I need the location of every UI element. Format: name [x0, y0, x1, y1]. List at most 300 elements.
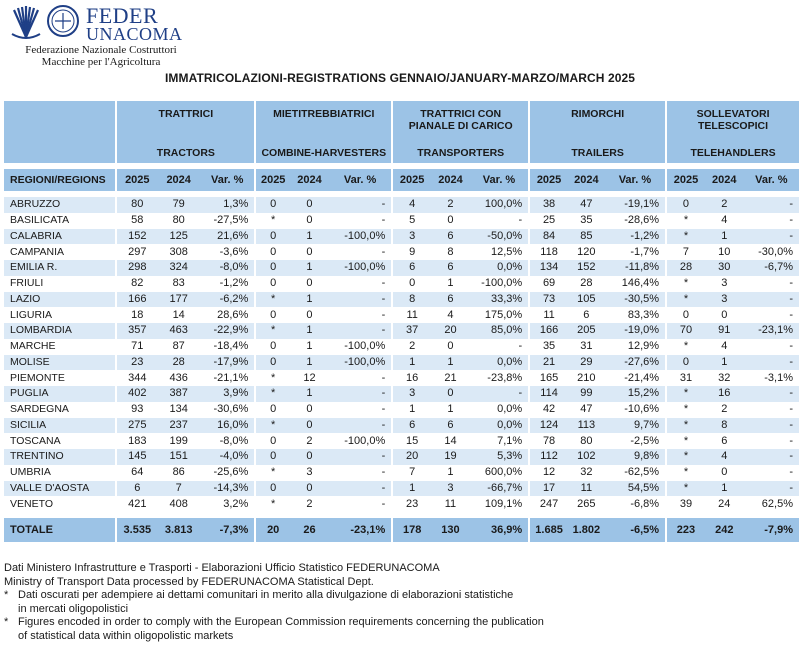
table-cell: 237 — [157, 418, 200, 434]
table-cell: 17 — [529, 481, 568, 497]
total-cell: 178 — [392, 518, 431, 542]
table-cell: 32 — [580, 466, 593, 479]
table-cell: -66,7% — [470, 481, 529, 497]
federunacoma-logo — [8, 4, 198, 66]
table-cell: 31 — [580, 340, 593, 353]
total-cell: -23,1% — [329, 518, 392, 542]
table-cell: 324 — [157, 260, 200, 276]
table-cell: -6,7% — [744, 260, 799, 276]
table-cell: 9,8% — [605, 449, 666, 465]
table-cell: -30,0% — [758, 245, 793, 258]
table-cell: 0 — [290, 197, 329, 213]
total-cell: -7,3% — [200, 518, 255, 542]
table-cell: * — [255, 386, 290, 402]
column-header-y1: 2025 — [666, 169, 705, 191]
table-row — [4, 355, 799, 371]
table-cell: 165 — [539, 371, 559, 384]
table-cell: 1 — [392, 481, 431, 497]
table-cell: 58 — [131, 214, 144, 227]
table-cell: 120 — [577, 245, 596, 258]
table-cell: 0 — [270, 308, 277, 321]
column-header-y2: 2024 — [568, 169, 605, 191]
table-cell: 151 — [157, 449, 200, 465]
table-row — [4, 339, 799, 355]
table-cell: 0 — [431, 386, 470, 402]
table-cell: 265 — [577, 497, 596, 510]
table-cell: - — [329, 481, 392, 497]
table-cell: 0 — [666, 355, 705, 371]
table-cell: 0 — [290, 449, 329, 465]
column-header-var: Var. % — [329, 169, 392, 191]
table-cell: * — [666, 386, 705, 402]
table-cell: 114 — [529, 386, 568, 402]
table-cell: -100,0% — [329, 229, 392, 245]
region-header-blank — [4, 101, 116, 163]
table-cell: * — [666, 292, 705, 308]
table-cell: 100,0% — [470, 197, 529, 213]
table-cell: - — [789, 308, 793, 321]
source-note-it: Dati Ministero Infrastrutture e Trasporti - Elaborazioni Ufficio Statistico FEDERUNACOMA — [4, 562, 440, 574]
table-cell: * — [683, 466, 689, 479]
table-cell: 146,4% — [605, 276, 666, 292]
asterisk: * — [4, 589, 9, 602]
table-cell: 1 — [409, 403, 416, 416]
column-header-region: REGIONI/REGIONS — [4, 169, 116, 191]
table-cell: 0 — [306, 277, 313, 290]
table-cell: 6 — [431, 418, 470, 434]
table-cell: - — [789, 214, 793, 227]
region-name: CALABRIA — [4, 229, 116, 245]
total-cell: 26 — [290, 518, 329, 542]
region-name: TOSCANA — [4, 433, 116, 449]
table-cell: 0,0% — [470, 355, 529, 371]
table-cell: * — [666, 418, 705, 434]
table-cell: 20 — [431, 323, 470, 339]
table-cell: 47 — [580, 403, 593, 416]
table-cell: -62,5% — [605, 465, 666, 481]
registrations-table — [4, 101, 799, 542]
table-cell: -1,7% — [605, 244, 666, 260]
table-cell: 0 — [306, 245, 313, 258]
table-cell: * — [666, 481, 705, 497]
table-cell: 62,5% — [761, 497, 793, 510]
table-cell: - — [744, 481, 799, 497]
table-cell: 0 — [447, 214, 454, 227]
total-cell: 1.685 — [529, 518, 568, 542]
table-cell: 14 — [172, 308, 185, 321]
table-cell: 70 — [666, 323, 705, 339]
table-cell: -1,2% — [605, 229, 666, 245]
table-cell: - — [789, 434, 793, 447]
table-cell: 14 — [444, 434, 457, 447]
group-header-trailers — [529, 101, 666, 163]
table-cell: 20 — [392, 449, 431, 465]
table-cell: 134 — [529, 260, 568, 276]
table-cell: 78 — [542, 434, 556, 447]
table-row — [4, 418, 799, 434]
region-name: MOLISE — [4, 355, 116, 371]
table-cell: -28,6% — [605, 213, 666, 229]
table-cell: 12 — [303, 371, 316, 384]
table-cell: -14,3% — [200, 481, 255, 497]
table-cell: 0 — [721, 308, 728, 321]
table-cell: -6,8% — [605, 496, 666, 512]
table-cell: 28 — [157, 355, 200, 371]
table-cell: -19,1% — [605, 197, 666, 213]
footnote-it-cont: in mercati oligopolistici — [18, 602, 129, 615]
table-cell: 6 — [431, 260, 470, 276]
table-cell: 3 — [721, 277, 728, 290]
table-cell: 3,9% — [200, 386, 255, 402]
group-title: RIMORCHI — [571, 108, 625, 120]
region-name: SICILIA — [4, 418, 116, 434]
region-name: BASILICATA — [4, 213, 116, 229]
table-cell: 1 — [306, 340, 313, 353]
table-cell: 4 — [721, 340, 728, 353]
org-line2: Macchine per l'Agricoltura — [41, 56, 161, 68]
table-cell: - — [329, 418, 392, 434]
group-header-transporters — [392, 101, 529, 163]
table-cell: 275 — [116, 418, 157, 434]
table-cell: 0 — [290, 481, 329, 497]
table-row — [4, 229, 799, 245]
table-cell: 0 — [270, 245, 277, 258]
region-name: LOMBARDIA — [4, 323, 116, 339]
table-cell: 9 — [409, 245, 416, 258]
table-cell: 6 — [431, 229, 470, 245]
table-cell: * — [666, 449, 705, 465]
table-cell: 298 — [116, 260, 157, 276]
table-cell: 247 — [539, 497, 559, 510]
table-row — [4, 197, 799, 213]
table-cell: 71 — [131, 340, 144, 353]
table-row — [4, 307, 799, 323]
table-cell: -100,0% — [329, 433, 392, 449]
table-cell: 0 — [255, 229, 290, 245]
table-cell: -6,2% — [200, 292, 255, 308]
table-cell: 8 — [447, 245, 454, 258]
table-cell: 6 — [721, 434, 728, 447]
region-name: EMILIA R. — [4, 260, 116, 276]
table-cell: - — [329, 323, 392, 339]
table-cell: 35 — [542, 340, 556, 353]
table-cell: 0 — [409, 277, 416, 290]
brand-line2: UNACOMA — [86, 24, 183, 44]
group-subtitle: TRACTORS — [156, 147, 215, 159]
table-cell: 0 — [270, 403, 277, 416]
table-row — [4, 433, 799, 449]
table-cell: 7 — [682, 245, 690, 258]
table-cell: 28 — [666, 260, 705, 276]
table-cell: 152 — [568, 260, 605, 276]
table-cell: 3 — [306, 466, 313, 479]
table-cell: 1 — [290, 323, 329, 339]
table-cell: 5 — [409, 214, 416, 227]
table-cell: 28 — [580, 277, 593, 290]
table-cell: * — [271, 371, 276, 384]
table-cell: 9,7% — [605, 418, 666, 434]
table-cell: 0 — [721, 466, 728, 479]
table-cell: 21,6% — [200, 229, 255, 245]
table-cell: 1 — [447, 277, 454, 290]
table-cell: - — [329, 292, 392, 308]
table-cell: 8 — [392, 292, 431, 308]
table-cell: 3 — [392, 229, 431, 245]
column-header-var: Var. % — [200, 169, 255, 191]
table-row — [4, 292, 799, 308]
table-cell: 32 — [718, 371, 731, 384]
footnote-en-text: Figures encoded in order to comply with the European Commission requirements concerning the publication — [18, 616, 544, 629]
table-cell: 125 — [157, 229, 200, 245]
table-cell: 99 — [568, 386, 605, 402]
column-header-var: Var. % — [744, 169, 799, 191]
table-cell: -8,0% — [200, 433, 255, 449]
table-cell: 1 — [290, 260, 329, 276]
table-cell: -3,6% — [200, 244, 255, 260]
table-cell: 47 — [568, 197, 605, 213]
table-cell: 463 — [157, 323, 200, 339]
group-subtitle: COMBINE-HARVESTERS — [261, 147, 387, 159]
table-cell: 11 — [444, 497, 457, 510]
table-cell: - — [744, 292, 799, 308]
region-name: FRIULI — [4, 276, 116, 292]
table-cell: 91 — [705, 323, 744, 339]
column-header-var: Var. % — [470, 169, 529, 191]
region-name: PUGLIA — [4, 386, 116, 402]
table-cell: 11 — [568, 481, 605, 497]
table-cell: - — [470, 339, 529, 355]
region-name: MARCHE — [4, 339, 116, 355]
table-cell: - — [329, 449, 392, 465]
group-subtitle: TELEHANDLERS — [690, 147, 776, 159]
table-cell: * — [683, 214, 689, 227]
region-name: LAZIO — [4, 292, 116, 308]
table-cell: 0 — [306, 403, 313, 416]
table-cell: * — [666, 229, 705, 245]
table-row — [4, 213, 799, 229]
table-cell: * — [683, 403, 689, 416]
table-cell: - — [329, 465, 392, 481]
table-cell: 4 — [721, 214, 728, 227]
table-cell: 3 — [431, 481, 470, 497]
column-header-y1: 2025 — [529, 169, 568, 191]
total-cell: -7,9% — [744, 518, 799, 542]
column-header-y2: 2024 — [431, 169, 470, 191]
table-cell: 600,0% — [470, 465, 529, 481]
table-cell: - — [789, 340, 793, 353]
table-cell: - — [744, 386, 799, 402]
total-cell: 3.813 — [157, 518, 200, 542]
table-cell: 29 — [568, 355, 605, 371]
table-cell: 16,0% — [200, 418, 255, 434]
table-cell: 1 — [431, 355, 470, 371]
group-title-2: TELESCOPICI — [698, 120, 769, 132]
table-cell: - — [744, 449, 799, 465]
table-cell: 21 — [444, 371, 457, 384]
table-cell: -3,1% — [764, 371, 793, 384]
group-header-row — [4, 101, 799, 163]
table-cell: 402 — [116, 386, 157, 402]
table-cell: 0 — [270, 277, 277, 290]
table-cell: 1 — [447, 466, 454, 479]
table-cell: 80 — [116, 197, 157, 213]
table-cell: * — [255, 292, 290, 308]
table-cell: - — [789, 466, 793, 479]
table-cell: - — [329, 402, 392, 418]
table-cell: 6 — [392, 418, 431, 434]
table-cell: 21 — [529, 355, 568, 371]
table-cell: * — [271, 497, 276, 510]
table-cell: 408 — [169, 497, 188, 510]
table-cell: * — [683, 340, 689, 353]
total-cell: 1.802 — [568, 518, 605, 542]
table-cell: 166 — [116, 292, 157, 308]
column-header-y1: 2025 — [392, 169, 431, 191]
table-cell: 145 — [116, 449, 157, 465]
table-cell: 2 — [409, 340, 416, 353]
total-cell: 20 — [255, 518, 290, 542]
table-cell: 7,1% — [470, 433, 529, 449]
table-cell: -21,1% — [200, 370, 255, 386]
table-cell: 1 — [705, 229, 744, 245]
table-cell: 18 — [131, 308, 144, 321]
table-row — [4, 449, 799, 465]
table-cell: 1 — [392, 355, 431, 371]
total-cell: 3.535 — [116, 518, 157, 542]
table-cell: -50,0% — [470, 229, 529, 245]
table-cell: 0 — [270, 434, 277, 447]
region-name: LIGURIA — [4, 307, 116, 323]
table-cell: 38 — [529, 197, 568, 213]
column-header-y2: 2024 — [290, 169, 329, 191]
table-cell: * — [255, 323, 290, 339]
table-cell: 3 — [392, 386, 431, 402]
organization-name — [16, 44, 186, 68]
table-cell: 0 — [666, 197, 705, 213]
table-cell: 1 — [290, 386, 329, 402]
table-cell: 1 — [705, 481, 744, 497]
table-cell: -100,0% — [329, 260, 392, 276]
table-cell: 15,2% — [605, 386, 666, 402]
footnote-en — [4, 616, 544, 630]
table-row — [4, 276, 799, 292]
table-row — [4, 260, 799, 276]
table-cell: 2 — [705, 197, 744, 213]
table-cell: - — [329, 370, 392, 386]
group-subtitle: TRAILERS — [571, 147, 624, 159]
table-cell: 0 — [306, 214, 313, 227]
table-cell: -21,4% — [605, 370, 666, 386]
table-cell: 83 — [172, 277, 185, 290]
footnote-it-text: Dati oscurati per adempiere ai dettami comunitari in merito alla divulgazione di elaborazioni statistiche — [18, 589, 514, 602]
table-cell: -18,4% — [200, 339, 255, 355]
table-cell: 85 — [568, 229, 605, 245]
region-name: ABRUZZO — [4, 197, 116, 213]
group-title: SOLLEVATORI — [696, 108, 770, 120]
table-cell: 113 — [568, 418, 605, 434]
table-cell: 6 — [431, 292, 470, 308]
table-cell: - — [329, 244, 392, 260]
table-cell: 3 — [705, 292, 744, 308]
region-name: UMBRIA — [4, 465, 116, 481]
brand-line1: FEDER — [86, 3, 159, 28]
table-cell: -30,6% — [200, 402, 255, 418]
group-title: TRATTRICI — [158, 108, 214, 120]
table-cell: -25,6% — [200, 465, 255, 481]
table-cell: 16 — [406, 371, 419, 384]
table-cell: -100,0% — [329, 355, 392, 371]
table-cell: -2,5% — [605, 433, 666, 449]
table-cell: 436 — [169, 371, 188, 384]
source-note-en: Ministry of Transport Data processed by FEDERUNACOMA Statistical Dept. — [4, 575, 374, 588]
table-cell: - — [329, 276, 392, 292]
table-cell: 5,3% — [470, 449, 529, 465]
table-cell: * — [683, 434, 689, 447]
table-cell: -100,0% — [470, 276, 529, 292]
table-cell: 30 — [705, 260, 744, 276]
table-cell: 0 — [255, 481, 290, 497]
table-cell: 6 — [392, 260, 431, 276]
table-row — [4, 496, 799, 512]
column-header-row — [4, 169, 799, 191]
table-cell: 16 — [705, 386, 744, 402]
table-cell: 10 — [718, 245, 731, 258]
group-subtitle: TRANSPORTERS — [417, 147, 505, 159]
table-cell: 0,0% — [470, 260, 529, 276]
table-cell: 24 — [718, 497, 731, 510]
table-cell: -17,9% — [200, 355, 255, 371]
table-cell: -27,6% — [605, 355, 666, 371]
table-cell: 0 — [255, 355, 290, 371]
table-cell: 210 — [577, 371, 596, 384]
total-cell: 242 — [705, 518, 744, 542]
table-row — [4, 402, 799, 418]
total-cell: 36,9% — [470, 518, 529, 542]
table-cell: * — [255, 418, 290, 434]
table-cell: 84 — [529, 229, 568, 245]
table-cell: -10,6% — [605, 402, 666, 418]
table-cell: -4,0% — [200, 449, 255, 465]
table-cell: -23,1% — [744, 323, 799, 339]
table-cell: 64 — [131, 466, 144, 479]
brand-name — [86, 3, 183, 44]
table-cell: * — [271, 466, 276, 479]
table-cell: * — [271, 214, 276, 227]
table-cell: 134 — [169, 403, 188, 416]
group-header-tractors — [116, 101, 255, 163]
table-cell: 124 — [529, 418, 568, 434]
table-cell: 93 — [131, 403, 144, 416]
column-header-y1: 2025 — [116, 169, 157, 191]
table-cell: 42 — [542, 403, 556, 416]
table-cell: 357 — [116, 323, 157, 339]
table-cell: 69 — [542, 277, 556, 290]
table-cell: 175,0% — [470, 307, 529, 323]
table-cell: 25 — [542, 214, 556, 227]
table-cell: 1,3% — [200, 197, 255, 213]
table-row — [4, 323, 799, 339]
table-cell: 2 — [306, 497, 313, 510]
table-row — [4, 465, 799, 481]
table-cell: 118 — [540, 245, 558, 258]
table-cell: 421 — [128, 497, 147, 510]
table-cell: 37 — [392, 323, 431, 339]
table-cell: 2 — [431, 197, 470, 213]
group-header-telehandlers — [666, 101, 799, 163]
table-cell: 3,2% — [200, 496, 255, 512]
region-name: PIEMONTE — [4, 370, 116, 386]
table-cell: 0 — [682, 308, 690, 321]
